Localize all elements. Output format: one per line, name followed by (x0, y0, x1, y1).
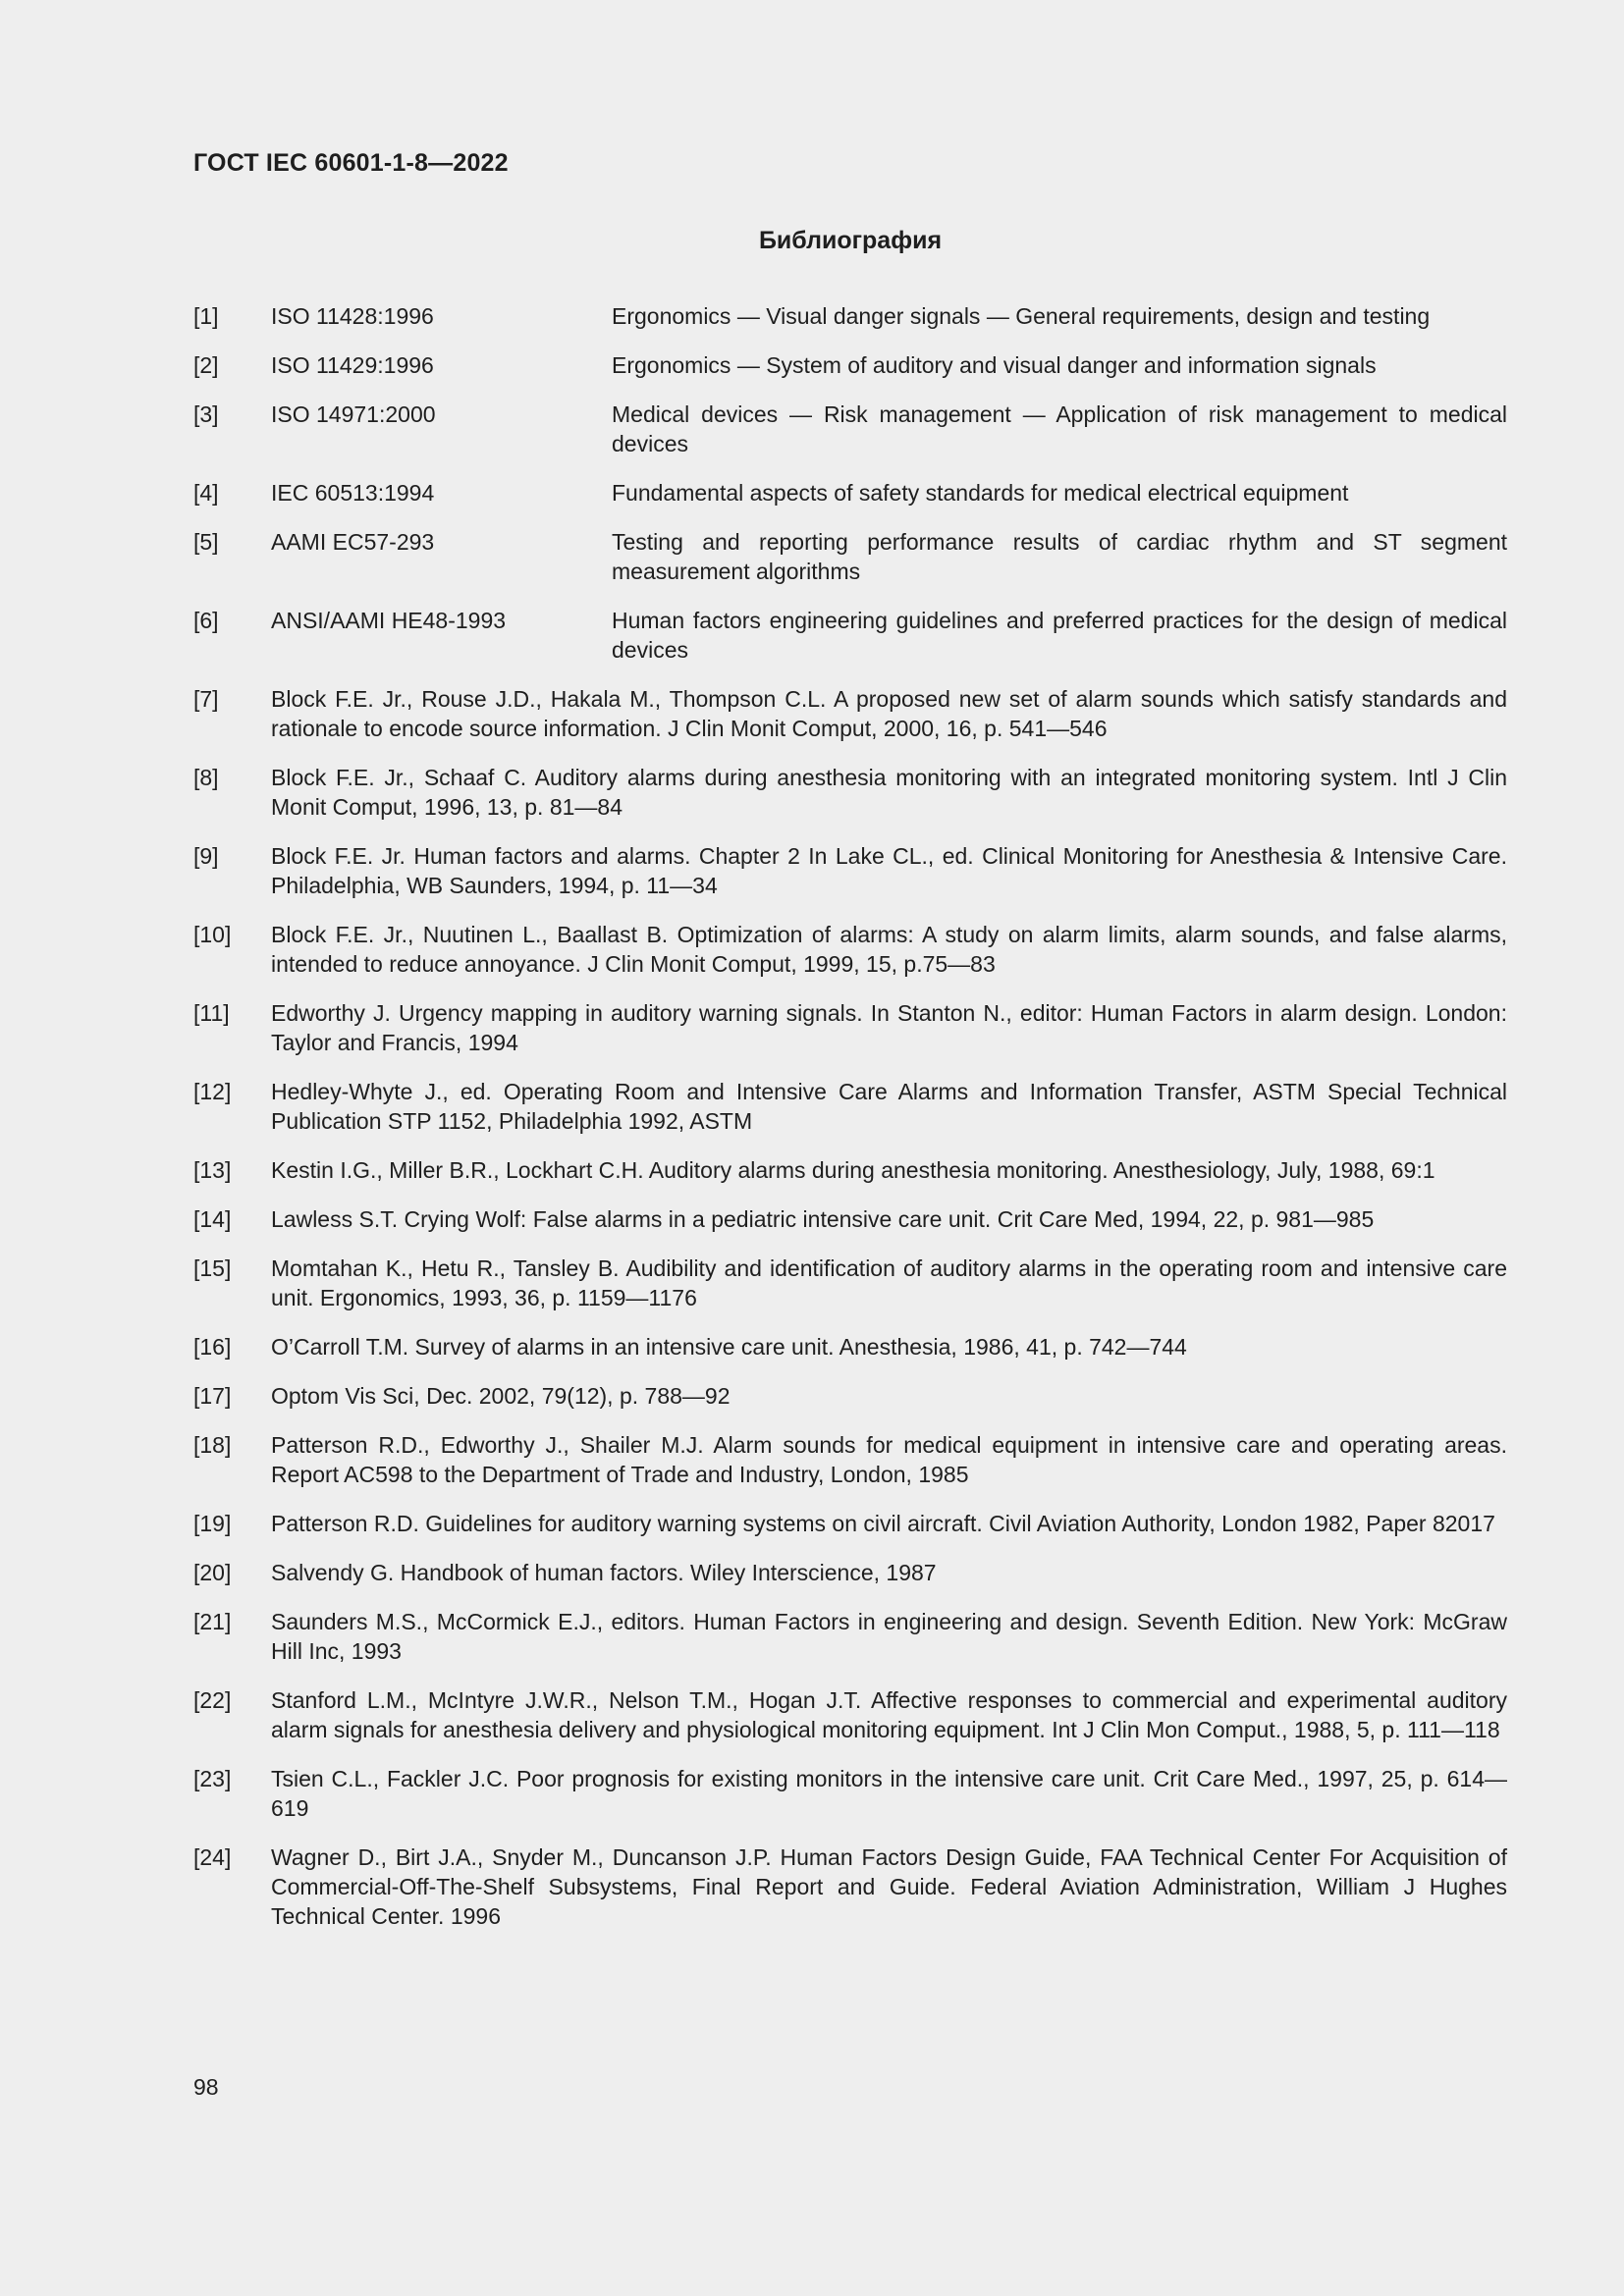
reference-code: ISO 14971:2000 (271, 401, 436, 427)
reference-item (193, 998, 1507, 1057)
reference-item (193, 1381, 1507, 1411)
reference-text: Fundamental aspects of safety standards for medical electrical equipment (612, 480, 1349, 506)
reference-item (193, 1842, 1507, 1931)
reference-text: Patterson R.D., Edworthy J., Shailer M.J. Alarm sounds for medical equipment in intensive care and operating areas. Report AC598 to the Department of Trade and Industry, London, 1985 (271, 1432, 1507, 1487)
reference-item (193, 478, 1507, 507)
reference-text: Patterson R.D. Guidelines for auditory warning systems on civil aircraft. Civil Aviation Authority, London 1982, Paper 82017 (271, 1511, 1495, 1536)
bibliography-title: Библиография (758, 227, 943, 254)
reference-text: Salvendy G. Handbook of human factors. Wiley Interscience, 1987 (271, 1560, 937, 1585)
reference-code: ISO 11429:1996 (271, 352, 434, 378)
reference-item (193, 1509, 1507, 1538)
reference-number: [14] (193, 1206, 232, 1232)
reference-item (193, 763, 1507, 822)
reference-text: Edworthy J. Urgency mapping in auditory warning signals. In Stanton N., editor: Human Factors in alarm design. London: Taylor and Francis, 1994 (271, 1000, 1507, 1055)
reference-item (193, 1558, 1507, 1587)
reference-number: [21] (193, 1609, 232, 1634)
reference-number: [19] (193, 1511, 232, 1536)
reference-item (193, 400, 1507, 458)
reference-item (193, 1204, 1507, 1234)
reference-text: Block F.E. Jr., Schaaf C. Auditory alarms during anesthesia monitoring with an integrated monitoring system. Intl J Clin Monit Comput, 1996, 13, p. 81—84 (271, 765, 1507, 820)
reference-item (193, 841, 1507, 900)
reference-text: Block F.E. Jr. Human factors and alarms. Chapter 2 In Lake CL., ed. Clinical Monitoring for Anesthesia & Intensive Care. Philadelphia, WB Saunders, 1994, p. 11—34 (271, 843, 1507, 898)
page-number: 98 (193, 2074, 219, 2100)
reference-item (193, 1077, 1507, 1136)
reference-text: O’Carroll T.M. Survey of alarms in an intensive care unit. Anesthesia, 1986, 41, p. 742—744 (271, 1334, 1187, 1360)
reference-number: [8] (193, 765, 219, 790)
reference-text: Hedley-Whyte J., ed. Operating Room and Intensive Care Alarms and Information Transfer, ASTM Special Technical Publication STP 1152, Philadelphia 1992, ASTM (271, 1079, 1507, 1134)
reference-item (193, 1254, 1507, 1312)
reference-text: Lawless S.T. Crying Wolf: False alarms in a pediatric intensive care unit. Crit Care Med, 1994, 22, p. 981—985 (271, 1206, 1375, 1232)
reference-code: AAMI EC57-293 (271, 529, 435, 555)
reference-number: [24] (193, 1844, 232, 1870)
reference-item (193, 1332, 1507, 1362)
reference-text: Human factors engineering guidelines and preferred practices for the design of medical devices (612, 608, 1507, 663)
document-page (193, 0, 1507, 2296)
reference-number: [16] (193, 1334, 232, 1360)
reference-number: [11] (193, 1000, 230, 1026)
reference-number: [23] (193, 1766, 232, 1791)
reference-code: IEC 60513:1994 (271, 480, 435, 506)
reference-item (193, 527, 1507, 586)
reference-text: Stanford L.M., McIntyre J.W.R., Nelson T.M., Hogan J.T. Affective responses to commercial and experimental auditory alarm signals for anesthesia delivery and physiological monitoring equipment. Int J Clin Mon Comput., 1988, 5, p. 111—118 (271, 1687, 1507, 1742)
reference-code: ANSI/AAMI HE48-1993 (271, 608, 507, 633)
reference-number: [18] (193, 1432, 232, 1458)
reference-text: Saunders M.S., McCormick E.J., editors. Human Factors in engineering and design. Seventh Edition. New York: McGraw Hill Inc, 1993 (271, 1609, 1507, 1664)
reference-number: [22] (193, 1687, 232, 1713)
reference-number: [20] (193, 1560, 232, 1585)
reference-number: [2] (193, 352, 219, 378)
reference-text: Ergonomics — Visual danger signals — General requirements, design and testing (612, 303, 1431, 329)
reference-text: Block F.E. Jr., Rouse J.D., Hakala M., Thompson C.L. A proposed new set of alarm sounds which satisfy standards and rationale to encode source information. J Clin Monit Comput, 2000, 16, p. 541—546 (271, 686, 1507, 741)
reference-item (193, 606, 1507, 665)
reference-code: ISO 11428:1996 (271, 303, 434, 329)
reference-number: [6] (193, 608, 219, 633)
reference-text: Medical devices — Risk management — Application of risk management to medical devices (612, 401, 1507, 456)
standard-header: ГОСТ IEC 60601-1-8—2022 (193, 149, 509, 177)
reference-text: Ergonomics — System of auditory and visual danger and information signals (612, 352, 1377, 378)
reference-item (193, 350, 1507, 380)
reference-text: Optom Vis Sci, Dec. 2002, 79(12), p. 788—92 (271, 1383, 731, 1409)
reference-number: [9] (193, 843, 219, 869)
reference-text: Tsien C.L., Fackler J.C. Poor prognosis for existing monitors in the intensive care unit. Crit Care Med., 1997, 25, p. 614—619 (271, 1766, 1507, 1821)
reference-number: [7] (193, 686, 219, 712)
reference-item (193, 684, 1507, 743)
reference-number: [10] (193, 922, 232, 947)
reference-number: [1] (193, 303, 219, 329)
reference-number: [12] (193, 1079, 232, 1104)
reference-list (193, 301, 1507, 1950)
reference-text: Kestin I.G., Miller B.R., Lockhart C.H. Auditory alarms during anesthesia monitoring. Anesthesiology, July, 1988, 69:1 (271, 1157, 1435, 1183)
reference-item (193, 301, 1507, 331)
reference-item (193, 1607, 1507, 1666)
reference-item (193, 1764, 1507, 1823)
reference-item (193, 1155, 1507, 1185)
reference-text: Momtahan K., Hetu R., Tansley B. Audibility and identification of auditory alarms in the operating room and intensive care unit. Ergonomics, 1993, 36, p. 1159—1176 (271, 1255, 1507, 1310)
reference-number: [17] (193, 1383, 232, 1409)
reference-number: [3] (193, 401, 219, 427)
reference-item (193, 920, 1507, 979)
reference-number: [4] (193, 480, 219, 506)
reference-number: [5] (193, 529, 219, 555)
reference-number: [15] (193, 1255, 232, 1281)
reference-text: Block F.E. Jr., Nuutinen L., Baallast B. Optimization of alarms: A study on alarm limits, alarm sounds, and false alarms, intended to reduce annoyance. J Clin Monit Comput, 1999, 15, p.75—83 (271, 922, 1507, 977)
reference-item (193, 1430, 1507, 1489)
reference-text: Testing and reporting performance results of cardiac rhythm and ST segment measurement algorithms (612, 529, 1507, 584)
reference-text: Wagner D., Birt J.A., Snyder M., Duncanson J.P. Human Factors Design Guide, FAA Technical Center For Acquisition of Commercial-Off-The-Shelf Subsystems, Final Report and Guide. Federal Aviation Administration, William J Hughes Technical Center. 1996 (271, 1844, 1507, 1929)
reference-number: [13] (193, 1157, 232, 1183)
reference-item (193, 1685, 1507, 1744)
